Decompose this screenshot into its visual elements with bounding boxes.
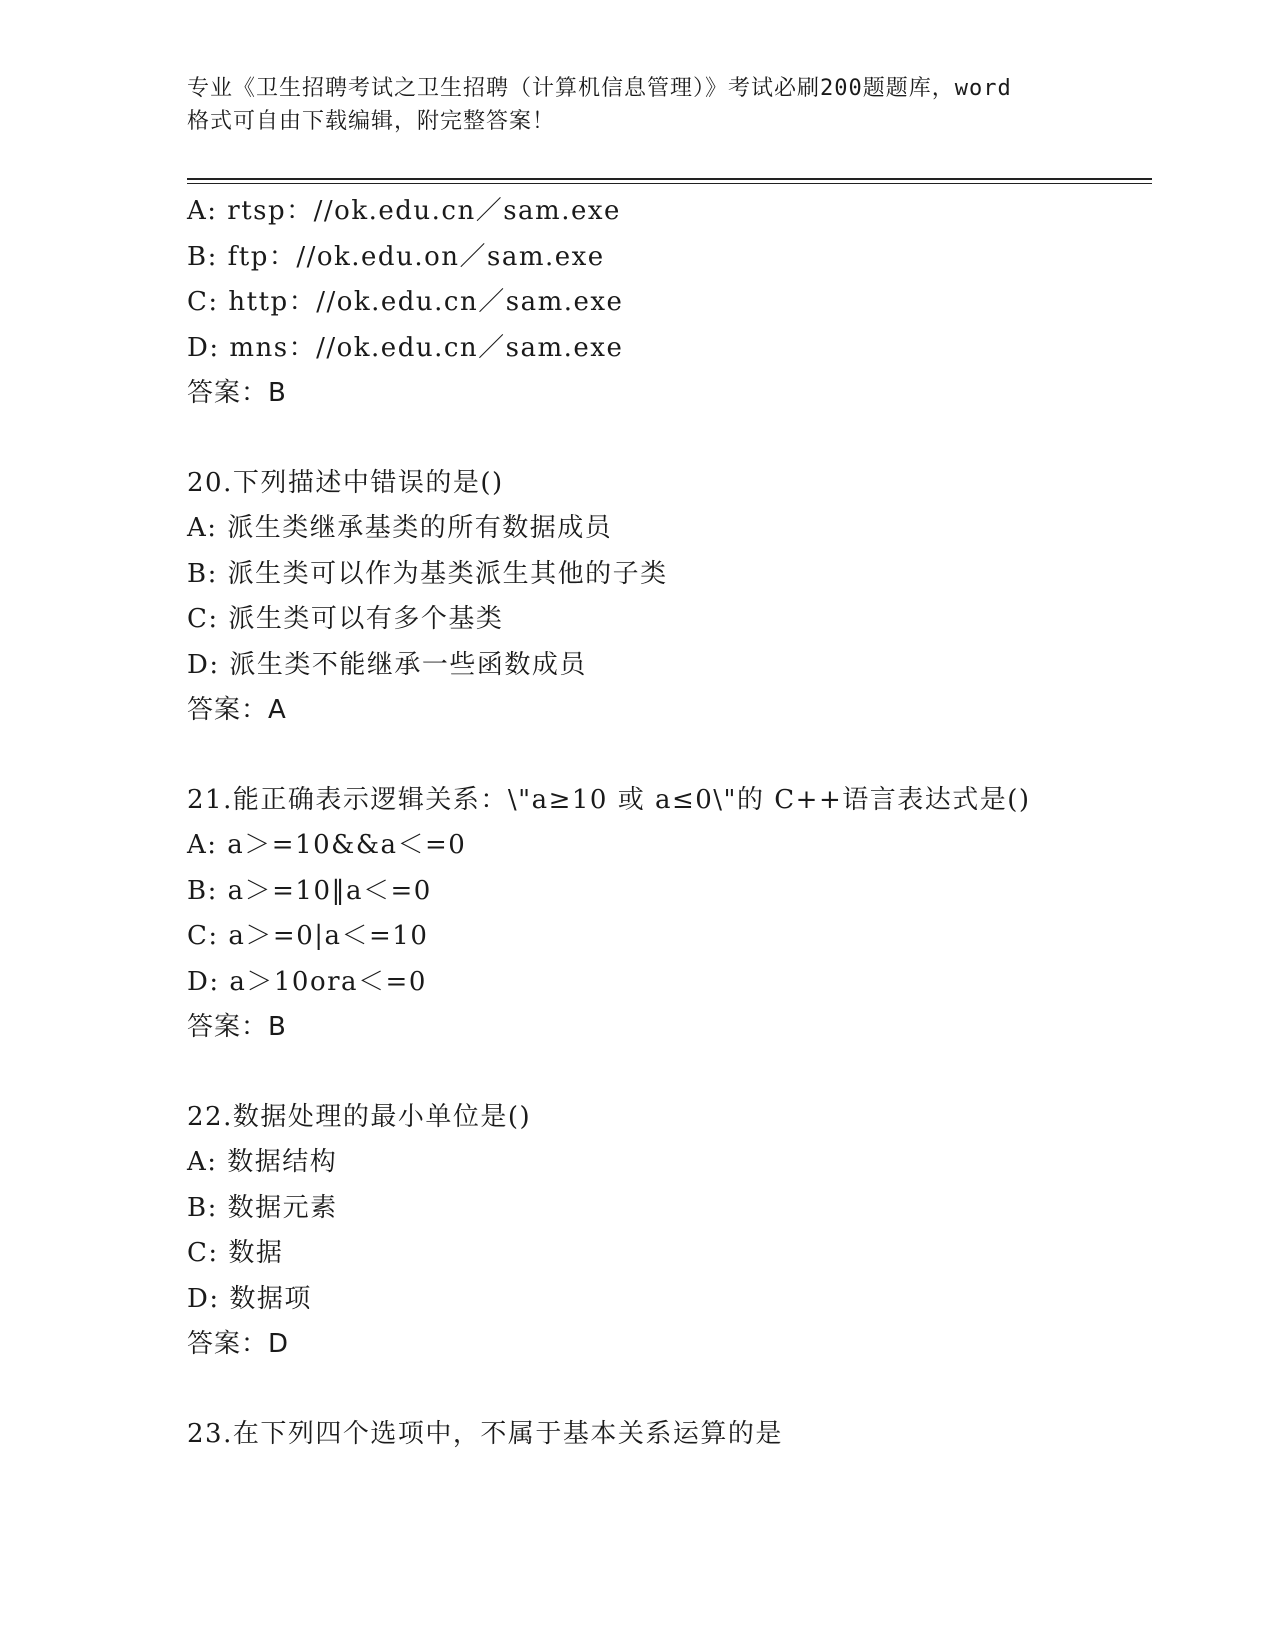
option-b: B: 数据元素	[187, 1192, 338, 1223]
option-b: B: a＞=10‖a＜=0	[187, 875, 432, 906]
answer-label: 答案：A	[187, 695, 287, 725]
spacer	[187, 1051, 1152, 1095]
option-c: C: http：//ok.edu.cn／sam.exe	[187, 287, 624, 317]
option-a: A: a＞=10&&a＜=0	[187, 830, 467, 860]
spacer	[187, 417, 1152, 461]
spacer	[187, 734, 1152, 778]
option-d: D: mns：//ok.edu.cn／sam.exe	[187, 332, 624, 363]
question-stem: 22.数据处理的最小单位是()	[187, 1101, 532, 1132]
option-b: B: 派生类可以作为基类派生其他的子类	[187, 558, 668, 589]
question-stem: 23.在下列四个选项中，不属于基本关系运算的是	[187, 1418, 783, 1449]
answer-label: 答案：B	[187, 378, 287, 408]
option-c: C: a＞=0|a＜=10	[187, 921, 429, 951]
question-list	[187, 189, 1152, 1457]
option-a: A: rtsp：//ok.edu.cn／sam.exe	[187, 196, 621, 226]
question-stem: 21.能正确表示逻辑关系：\"a≥10 或 a≤0\"的 C++语言表达式是()	[187, 784, 1031, 815]
document-header	[187, 72, 1087, 138]
question-19-options	[187, 189, 1152, 417]
option-a: A: 派生类继承基类的所有数据成员	[187, 513, 613, 543]
option-c: C: 派生类可以有多个基类	[187, 604, 504, 634]
option-a: A: 数据结构	[187, 1147, 338, 1177]
header-divider-bottom	[187, 183, 1152, 184]
option-c: C: 数据	[187, 1238, 284, 1268]
option-b: B: ftp：//ok.edu.on／sam.exe	[187, 241, 605, 272]
question-21	[187, 778, 1152, 1051]
option-d: D: 数据项	[187, 1283, 312, 1314]
header-title-line2: 格式可自由下载编辑，附完整答案！	[187, 109, 556, 134]
question-20	[187, 461, 1152, 734]
question-22	[187, 1095, 1152, 1368]
spacer	[187, 1368, 1152, 1412]
answer-label: 答案：D	[187, 1329, 290, 1359]
option-d: D: a＞10ora＜=0	[187, 966, 427, 997]
answer-label: 答案：B	[187, 1012, 287, 1042]
header-divider-top	[187, 178, 1152, 180]
option-d: D: 派生类不能继承一些函数成员	[187, 649, 587, 680]
question-stem: 20.下列描述中错误的是()	[187, 467, 504, 498]
header-title-line1: 专业《卫生招聘考试之卫生招聘（计算机信息管理）》考试必刷200题题库，word	[187, 76, 1012, 101]
question-23	[187, 1412, 1152, 1458]
